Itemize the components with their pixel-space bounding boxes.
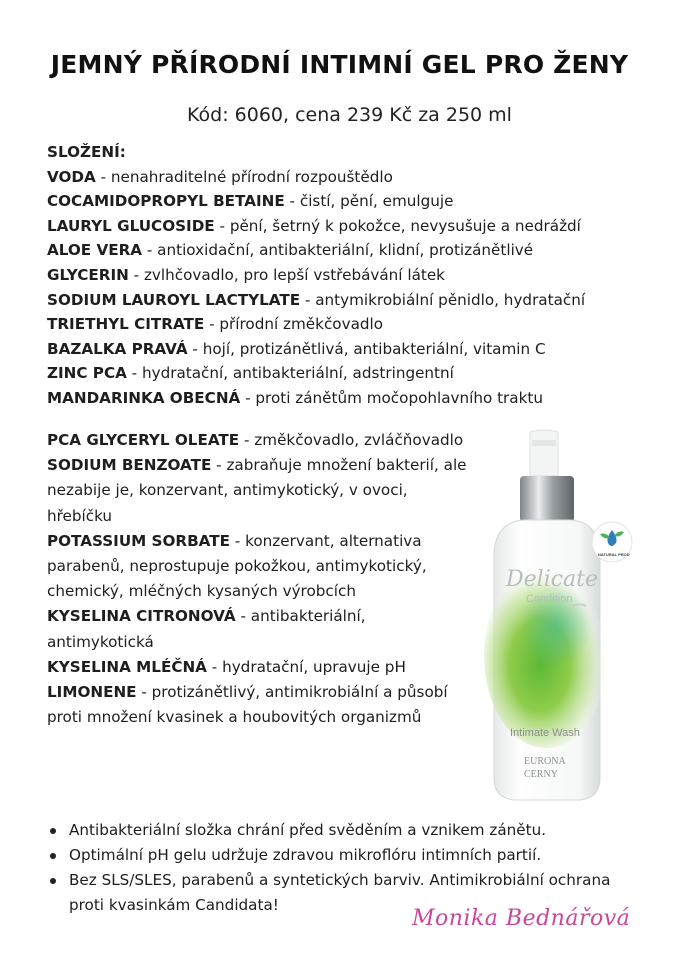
ingredient-desc: - hydratační, antibakteriální, adstringentní xyxy=(126,364,454,383)
ingredient-desc: - antibakteriální, antimykotická xyxy=(47,607,366,651)
benefit-item: Antibakteriální složka chrání před svěděním a vznikem zánětu. xyxy=(47,818,627,843)
ingredient-name: TRIETHYL CITRATE xyxy=(47,315,205,334)
ingredient-name: SODIUM BENZOATE xyxy=(47,456,212,475)
ingredient-name: LAURYL GLUCOSIDE xyxy=(47,216,215,235)
ingredient-desc: - zvlhčovadlo, pro lepší vstřebávání látek xyxy=(128,265,445,284)
ingredient-item xyxy=(47,361,667,386)
benefit-item: Optimální pH gelu udržuje zdravou mikroflóru intimních partií. xyxy=(47,843,627,868)
ingredient-name: MANDARINKA OBECNÁ xyxy=(47,388,241,407)
ingredient-name: COCAMIDOPROPYL BETAINE xyxy=(47,192,285,211)
ingredient-name: LIMONENE xyxy=(47,683,137,702)
ingredient-item xyxy=(47,165,667,190)
bottle-brand-script: Delicate xyxy=(506,567,599,592)
ingredient-name: KYSELINA MLÉČNÁ xyxy=(47,657,207,676)
ingredient-desc: - hydratační, upravuje pH xyxy=(206,657,406,676)
ingredient-name: POTASSIUM SORBATE xyxy=(47,531,230,550)
bottle-product-name: Intimate Wash xyxy=(510,727,580,739)
ingredient-desc: - hojí, protizánětlivá, antibakteriální, vitamin C xyxy=(187,339,546,358)
ingredient-item xyxy=(47,263,667,288)
ingredient-item xyxy=(47,214,667,239)
ingredient-name: PCA GLYCERYL OLEATE xyxy=(47,431,240,449)
ingredient-desc: - protizánětlivý, antimikrobiální a působí proti množení kvasinek a houbovitých organizmů xyxy=(47,683,448,727)
ingredient-desc: - zabraňuje množení bakterií, ale nezabije je, konzervant, antimykotický, v ovoci, hřebíčku xyxy=(47,456,467,525)
bottle-maker-line2: CERNY xyxy=(524,769,558,780)
author-signature: Monika Bednářová xyxy=(412,906,631,931)
ingredient-name: SODIUM LAUROYL LACTYLATE xyxy=(47,290,301,309)
ingredient-name: ALOE VERA xyxy=(47,241,143,260)
composition-list-continued xyxy=(47,428,472,730)
ingredient-desc: - proti zánětům močopohlavního traktu xyxy=(240,388,543,407)
ingredient-desc: - antymikrobiální pěnidlo, hydratační xyxy=(300,290,586,309)
ingredient-name: ZINC PCA xyxy=(47,364,127,383)
natural-product-badge xyxy=(592,522,632,562)
composition-heading: SLOŽENÍ: xyxy=(47,143,126,161)
ingredient-item xyxy=(47,312,667,337)
ingredient-item xyxy=(47,428,472,453)
ingredient-name: KYSELINA CITRONOVÁ xyxy=(47,607,236,626)
ingredient-item xyxy=(47,288,667,313)
benefits-list xyxy=(47,818,627,918)
ingredient-item xyxy=(47,238,667,263)
ingredient-item xyxy=(47,337,667,362)
ingredient-name: BAZALKA PRAVÁ xyxy=(47,339,188,358)
ingredient-name: GLYCERIN xyxy=(47,265,129,284)
benefit-item: Bez SLS/SLES, parabenů a syntetických barviv. Antimikrobiální ochrana proti kvasinkám Candidata! xyxy=(47,868,627,918)
ingredient-item xyxy=(47,386,667,411)
ingredient-desc: - nenahraditelné přírodní rozpouštědlo xyxy=(95,167,393,186)
ingredient-desc: - konzervant, alternativa parabenů, neprostupuje pokožkou, antimykotický, chemický, mléčných kysaných výrobcích xyxy=(47,531,427,601)
ingredient-item xyxy=(47,453,472,529)
ingredient-desc: - změkčovadlo, zvláčňovadlo xyxy=(239,431,464,449)
ingredient-item xyxy=(47,529,472,605)
ingredient-name: VODA xyxy=(47,167,96,186)
ingredient-desc: - antioxidační, antibakteriální, klidní, protizánětlivé xyxy=(142,241,534,260)
composition-list xyxy=(47,140,667,411)
ingredient-desc: - čistí, pění, emulguje xyxy=(284,192,454,211)
ingredient-item xyxy=(47,680,472,730)
ingredient-desc: - pění, šetrný k pokožce, nevysušuje a nedráždí xyxy=(214,216,581,235)
product-bottle-image xyxy=(484,426,644,806)
ingredient-item xyxy=(47,604,472,654)
ingredient-item xyxy=(47,655,472,680)
bottle-maker-line1: EURONA xyxy=(524,756,566,767)
page-title: JEMNÝ PŘÍRODNÍ INTIMNÍ GEL PRO ŽENY xyxy=(50,50,629,79)
bottle-brand-sub: Condition xyxy=(526,593,573,605)
badge-text: NATURAL PROD xyxy=(598,552,630,557)
ingredient-desc: - přírodní změkčovadlo xyxy=(204,315,384,334)
product-code-price: Kód: 6060, cena 239 Kč za 250 ml xyxy=(187,104,512,126)
ingredient-item xyxy=(47,189,667,214)
